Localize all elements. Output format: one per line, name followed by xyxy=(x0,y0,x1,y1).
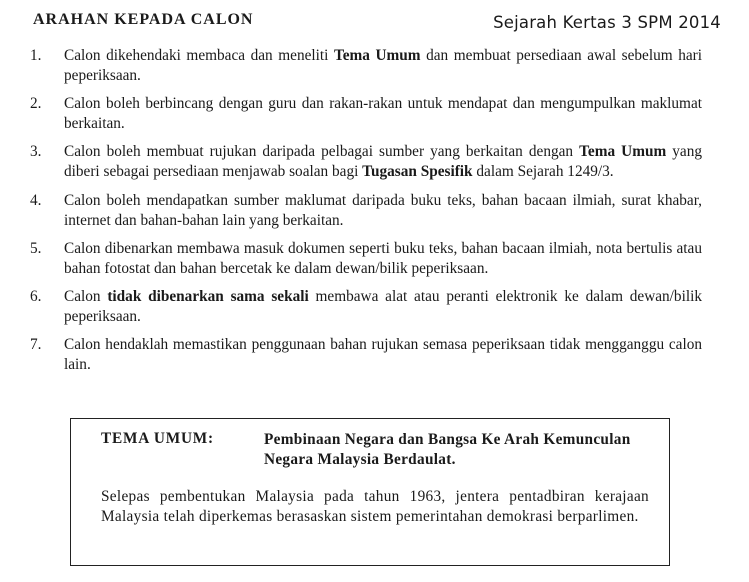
instruction-number: 7. xyxy=(30,336,42,353)
instruction-text xyxy=(64,143,702,180)
instruction-item xyxy=(30,46,702,85)
instruction-emphasis: Tema Umum xyxy=(579,143,667,160)
instruction-number: 6. xyxy=(30,288,42,305)
instruction-text-run: Calon xyxy=(64,288,108,305)
instruction-text-run: Calon boleh membuat rujukan daripada pelbagai sumber yang berkaitan dengan xyxy=(64,143,580,160)
instruction-item xyxy=(30,94,702,133)
document-subtitle: Sejarah Kertas 3 SPM 2014 xyxy=(493,13,721,32)
instruction-text-run: dalam Sejarah 1249/3. xyxy=(472,162,614,180)
theme-description: Selepas pembentukan Malaysia pada tahun 1963, jentera pentadbiran kerajaan Malaysia telah diperkemas berasaskan sistem pemerintahan demokrasi berparlimen. xyxy=(101,488,649,525)
instruction-text-run: Calon boleh mendapatkan sumber maklumat daripada buku teks, bahan bacaan ilmiah, surat khabar, internet dan bahan-bahan lain yang berkaitan. xyxy=(64,192,702,229)
instruction-text xyxy=(64,288,702,325)
instruction-item xyxy=(30,287,702,326)
document-title: ARAHAN KEPADA CALON xyxy=(33,11,254,28)
instruction-item xyxy=(30,191,702,230)
instruction-text-run: Calon dikehendaki membaca dan meneliti xyxy=(64,47,334,64)
instruction-number: 2. xyxy=(30,95,42,112)
instruction-text-run: yang diberi sebagai persediaan menjawab soalan bagi xyxy=(64,143,703,180)
instruction-text-run: Calon hendaklah memastikan penggunaan bahan rujukan semasa peperiksaan tidak mengganggu calon lain. xyxy=(64,336,702,373)
instruction-text-run: Calon boleh berbincang dengan guru dan rakan-rakan untuk mendapat dan mengumpulkan maklumat berkaitan. xyxy=(64,95,702,132)
instruction-text xyxy=(64,47,702,84)
instruction-text-run: dan membuat persediaan awal sebelum hari peperiksaan. xyxy=(64,47,702,84)
instruction-text xyxy=(64,95,702,132)
instruction-text xyxy=(64,336,702,373)
instruction-list xyxy=(30,46,702,383)
instruction-text-run: Calon dibenarkan membawa masuk dokumen seperti buku teks, bahan bacaan ilmiah, nota bertulis atau bahan fotostat dan bahan bercetak ke dalam dewan/bilik peperiksaan. xyxy=(64,240,702,277)
instruction-emphasis: Tugasan Spesifik xyxy=(362,162,473,180)
instruction-emphasis: Tema Umum xyxy=(333,47,421,64)
instruction-item xyxy=(30,239,702,278)
instruction-text xyxy=(64,240,702,277)
instruction-number: 4. xyxy=(30,192,42,209)
instruction-emphasis: tidak dibenarkan sama sekali xyxy=(107,288,309,305)
page-header xyxy=(33,9,723,39)
instruction-item xyxy=(30,142,702,181)
instruction-number: 1. xyxy=(30,47,42,64)
instruction-text xyxy=(64,192,702,229)
theme-label: TEMA UMUM: xyxy=(101,430,214,447)
theme-box xyxy=(70,418,670,566)
instruction-text-run: membawa alat atau peranti elektronik ke dalam dewan/bilik peperiksaan. xyxy=(64,288,702,325)
instruction-item xyxy=(30,335,702,374)
theme-title: Pembinaan Negara dan Bangsa Ke Arah Kemunculan Negara Malaysia Berdaulat. xyxy=(264,431,631,468)
instruction-number: 3. xyxy=(30,143,42,160)
instruction-number: 5. xyxy=(30,240,42,257)
